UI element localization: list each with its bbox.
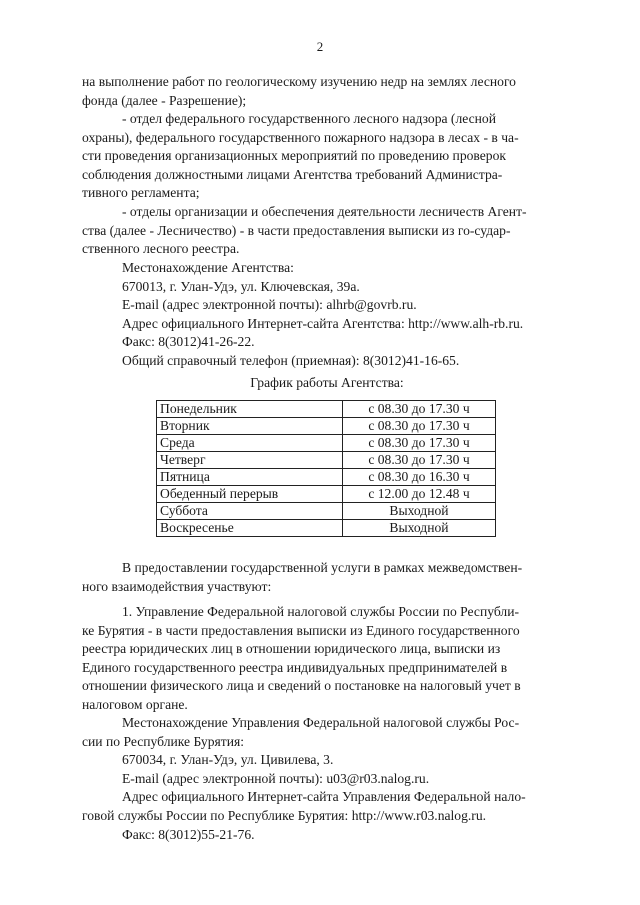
text-line: Местонахождение Управления Федеральной налоговой службы Рос- bbox=[122, 715, 520, 730]
table-row bbox=[157, 435, 496, 452]
text-line: ства (далее - Лесничество) - в части предоставления выписки из го-судар- bbox=[82, 222, 511, 238]
table-row bbox=[157, 503, 496, 520]
schedule-hours: с 08.30 до 17.30 ч bbox=[343, 401, 496, 418]
agency-location-label: Местонахождение Агентства: bbox=[122, 260, 294, 275]
text-line: В предоставлении государственной услуги в рамках межведомствен- bbox=[122, 560, 523, 575]
text-line: Единого государственного реестра индивидуальных предпринимателей в bbox=[82, 659, 508, 675]
text-line: ного взаимодействия участвуют: bbox=[82, 578, 272, 594]
agency-fax: Факс: 8(3012)41-26-22. bbox=[122, 334, 255, 350]
dept-forest-paragraph bbox=[82, 110, 572, 203]
text-line: реестра юридических лиц в отношении юридического лица, выписки из bbox=[82, 641, 501, 657]
interaction-paragraph bbox=[82, 559, 572, 596]
schedule-hours: с 08.30 до 17.30 ч bbox=[343, 435, 496, 452]
schedule-day: Воскресенье bbox=[157, 520, 343, 537]
schedule-table bbox=[156, 400, 496, 537]
schedule-hours: Выходной bbox=[343, 520, 496, 537]
text-line: ственного лесного реестра. bbox=[82, 241, 240, 257]
fns-address: 670034, г. Улан-Удэ, ул. Цивилева, 3. bbox=[122, 752, 334, 768]
schedule-hours: с 08.30 до 17.30 ч bbox=[343, 418, 496, 435]
schedule-hours: с 12.00 до 12.48 ч bbox=[343, 486, 496, 503]
text-line: сии по Республике Бурятия: bbox=[82, 733, 245, 749]
schedule-hours: с 08.30 до 16.30 ч bbox=[343, 469, 496, 486]
page-number: 2 bbox=[316, 39, 324, 54]
schedule-day: Понедельник bbox=[157, 401, 343, 418]
text-line: тивного регламента; bbox=[82, 185, 200, 201]
table-row bbox=[157, 520, 496, 537]
text-line: Адрес официального Интернет-сайта Управления Федеральной нало- bbox=[122, 789, 526, 805]
dept-org-paragraph bbox=[82, 203, 572, 259]
text-line: говой службы России по Республике Бурятия: http://www.r03.nalog.ru. bbox=[82, 807, 487, 823]
text-line: - отдел федерального государственного лесного надзора (лесной bbox=[122, 111, 496, 126]
schedule-day: Вторник bbox=[157, 418, 343, 435]
text-line: ке Бурятия - в части предоставления выписки из Единого государственного bbox=[82, 622, 520, 638]
table-row bbox=[157, 418, 496, 435]
schedule-day: Обеденный перерыв bbox=[157, 486, 343, 503]
text-line: соблюдения должностными лицами Агентства требований Администра- bbox=[82, 166, 503, 182]
text-line: охраны), федерального государственного пожарного надзора в лесах - в ча- bbox=[82, 129, 519, 145]
text-line: отношении физического лица и сведений о постановке на налоговый учет в bbox=[82, 678, 521, 694]
fns-location bbox=[82, 714, 572, 844]
agency-website: Адрес официального Интернет-сайта Агентства: http://www.alh-rb.ru. bbox=[122, 315, 524, 331]
schedule-hours: Выходной bbox=[343, 503, 496, 520]
schedule-day: Пятница bbox=[157, 469, 343, 486]
text-line: сти проведения организационных мероприятий по проведению проверок bbox=[82, 148, 506, 164]
schedule-hours: с 08.30 до 17.30 ч bbox=[343, 452, 496, 469]
text-line: фонда (далее - Разрешение); bbox=[82, 92, 247, 108]
text-line: 1. Управление Федеральной налоговой службы России по Республи- bbox=[122, 604, 520, 619]
text-line: налоговом органе. bbox=[82, 696, 188, 712]
schedule-title: График работы Агентства: bbox=[250, 375, 404, 390]
table-row bbox=[157, 469, 496, 486]
fns-fax: Факс: 8(3012)55-21-76. bbox=[122, 826, 255, 842]
fns-email: E-mail (адрес электронной почты): u03@r03.nalog.ru. bbox=[122, 770, 430, 786]
agency-address: 670013, г. Улан-Удэ, ул. Ключевская, 39а. bbox=[122, 278, 360, 294]
schedule-day: Суббота bbox=[157, 503, 343, 520]
agency-contacts bbox=[82, 259, 572, 371]
agency-email: E-mail (адрес электронной почты): alhrb@govrb.ru. bbox=[122, 297, 417, 313]
agency-phone: Общий справочный телефон (приемная): 8(3012)41-16-65. bbox=[122, 352, 460, 368]
table-row bbox=[157, 452, 496, 469]
table-row bbox=[157, 486, 496, 503]
schedule-day: Среда bbox=[157, 435, 343, 452]
text-line: - отделы организации и обеспечения деятельности лесничеств Агент- bbox=[122, 204, 527, 219]
schedule-day: Четверг bbox=[157, 452, 343, 469]
text-line: на выполнение работ по геологическому изучению недр на землях лесного bbox=[82, 74, 516, 89]
intro-paragraph bbox=[82, 73, 572, 110]
table-row bbox=[157, 401, 496, 418]
fns-paragraph bbox=[82, 603, 572, 715]
